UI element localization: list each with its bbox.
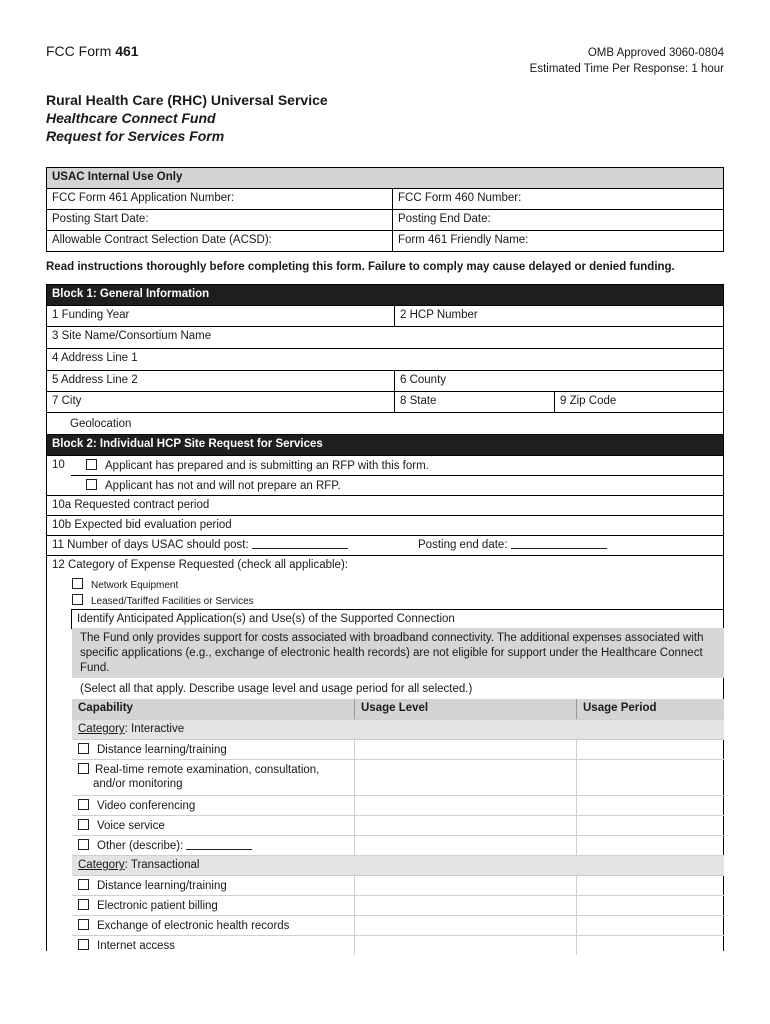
checkbox[interactable] — [78, 839, 89, 850]
checkbox[interactable] — [78, 919, 89, 930]
usage-level-cell[interactable] — [354, 876, 577, 895]
network-equipment-option[interactable] — [72, 578, 178, 591]
q12-label: 12 Category of Expense Requested (check all applicable): — [52, 559, 348, 571]
q11-row — [47, 535, 723, 555]
checkbox[interactable] — [78, 939, 89, 950]
days-posted-label: 11 Number of days USAC should post: — [52, 539, 249, 551]
capability-row — [72, 739, 724, 759]
leased-facilities-option[interactable] — [72, 594, 254, 607]
usage-period-cell[interactable] — [576, 916, 725, 935]
usage-level-cell[interactable] — [354, 916, 577, 935]
usage-level-cell[interactable] — [354, 836, 577, 855]
form-title — [46, 43, 139, 59]
checkbox[interactable] — [78, 899, 89, 910]
category-label: Category — [78, 723, 125, 735]
category-interactive: : Interactive — [124, 723, 185, 735]
identify-label: Identify Anticipated Application(s) and Use(s) of the Supported Connection — [77, 613, 455, 625]
capability-label: Distance learning/training — [97, 880, 227, 892]
capability-row — [72, 815, 724, 835]
address-line-2-field[interactable]: 5 Address Line 2 — [52, 374, 138, 386]
capability-label: Video conferencing — [97, 800, 196, 812]
checkbox[interactable] — [78, 743, 89, 754]
friendly-name-field[interactable]: Form 461 Friendly Name: — [392, 231, 723, 251]
q12-row — [47, 555, 723, 609]
title-line-1: Rural Health Care (RHC) Universal Service — [46, 92, 328, 108]
q10-option-2-label: Applicant has not and will not prepare an RFP. — [105, 480, 341, 492]
usage-level-cell[interactable] — [354, 796, 577, 815]
usac-header: USAC Internal Use Only — [52, 171, 183, 183]
title-line-3: Request for Services Form — [46, 128, 225, 144]
block1-table — [46, 284, 724, 436]
q10b-row — [47, 515, 723, 535]
capability-label: Exchange of electronic health records — [97, 920, 290, 932]
usage-period-cell[interactable] — [576, 836, 725, 855]
category-label: Category — [78, 859, 125, 871]
capability-label: Voice service — [97, 820, 165, 832]
usac-header-row — [47, 168, 723, 188]
checkbox[interactable] — [72, 594, 83, 605]
block2-header-row — [47, 435, 723, 455]
capability-row — [72, 759, 724, 795]
usage-period-cell[interactable] — [576, 740, 725, 759]
q10-option-1[interactable] — [81, 456, 723, 475]
omb-info — [530, 45, 724, 77]
days-posted-field[interactable] — [47, 536, 353, 555]
posting-end-field[interactable]: Posting End Date: — [392, 210, 723, 230]
capability-row — [72, 915, 724, 935]
capability-label: Internet access — [97, 940, 175, 952]
posting-end-date-field[interactable] — [413, 536, 612, 555]
block2-header: Block 2: Individual HCP Site Request for Services — [52, 438, 323, 450]
capability-row — [72, 795, 724, 815]
capability-row — [72, 875, 724, 895]
block1-row-4 — [47, 348, 723, 370]
posting-end-date-label: Posting end date: — [418, 539, 508, 551]
capability-row — [72, 835, 724, 855]
capability-grid — [72, 699, 724, 955]
block1-row-3 — [47, 326, 723, 348]
capability-header-row — [72, 699, 724, 719]
network-equipment-label: Network Equipment — [91, 580, 179, 591]
usage-period-cell[interactable] — [576, 816, 725, 835]
usage-period-cell[interactable] — [576, 876, 725, 895]
days-posted-blank[interactable] — [252, 548, 348, 549]
block1-header: Block 1: General Information — [52, 288, 210, 300]
checkbox[interactable] — [78, 763, 89, 774]
category-interactive-row — [72, 719, 724, 739]
usac-row-3 — [47, 230, 723, 251]
state-field[interactable]: 8 State — [394, 392, 554, 412]
block1-row-1 — [47, 305, 723, 326]
capability-label: Other (describe): — [97, 840, 184, 852]
site-name-field[interactable]: 3 Site Name/Consortium Name — [52, 330, 212, 342]
capability-row — [72, 935, 724, 955]
usac-row-2 — [47, 209, 723, 230]
bid-evaluation-period-field[interactable]: 10b Expected bid evaluation period — [52, 519, 232, 531]
usage-period-cell[interactable] — [576, 796, 725, 815]
checkbox[interactable] — [72, 578, 83, 589]
checkbox[interactable] — [86, 459, 97, 470]
usage-period-cell[interactable] — [576, 896, 725, 915]
capability-column-header: Capability — [78, 702, 133, 714]
checkbox[interactable] — [78, 819, 89, 830]
usage-level-cell[interactable] — [354, 760, 577, 795]
q10a-row — [47, 495, 723, 515]
form-number: 461 — [115, 43, 139, 59]
usage-period-column-header: Usage Period — [576, 699, 724, 719]
app-number-field[interactable]: FCC Form 461 Application Number: — [52, 192, 235, 204]
instructions-text: Read instructions thoroughly before completing this form. Failure to comply may cause delayed or denied funding. — [46, 261, 675, 273]
county-field[interactable]: 6 County — [394, 371, 723, 391]
capability-label: Electronic patient billing — [97, 900, 218, 912]
usage-level-cell[interactable] — [354, 740, 577, 759]
form-prefix: FCC Form — [46, 43, 112, 59]
identify-row — [71, 609, 723, 629]
fund-support-note: The Fund only provides support for costs associated with broadband connectivity. The additional expenses associated with specific applications (e.g., exchange of electronic health records) are not eligible for support under the Healthcare Connect Fund. — [72, 628, 724, 678]
funding-year-field[interactable]: 1 Funding Year — [52, 309, 130, 321]
q10-row-2 — [71, 475, 723, 495]
usage-level-cell[interactable] — [354, 896, 577, 915]
zip-code-field[interactable]: 9 Zip Code — [554, 392, 723, 412]
city-field[interactable]: 7 City — [52, 395, 82, 407]
select-all-instruction: (Select all that apply. Describe usage level and usage period for all selected.) — [80, 683, 473, 695]
usage-period-cell[interactable] — [576, 936, 725, 955]
q10-row-1 — [47, 455, 723, 475]
posting-end-date-blank[interactable] — [511, 548, 607, 549]
category-transactional-row — [72, 855, 724, 875]
usage-level-cell[interactable] — [354, 936, 577, 955]
form460-number-field[interactable]: FCC Form 460 Number: — [392, 189, 723, 209]
geolocation-field[interactable]: Geolocation — [70, 418, 132, 430]
usac-internal-table — [46, 167, 724, 252]
usage-period-cell[interactable] — [576, 760, 725, 795]
omb-approval: OMB Approved 3060-0804 — [587, 47, 724, 59]
capability-label: Real-time remote examination, consultation, and/or monitoring — [93, 764, 320, 790]
checkbox[interactable] — [86, 479, 97, 490]
q10-number: 10 — [52, 459, 65, 471]
q10-option-1-label: Applicant has prepared and is submitting an RFP with this form. — [105, 460, 429, 472]
leased-facilities-label: Leased/Tariffed Facilities or Services — [91, 596, 254, 607]
posting-start-field[interactable]: Posting Start Date: — [52, 213, 149, 225]
acsd-field[interactable]: Allowable Contract Selection Date (ACSD): — [52, 234, 272, 246]
page-title — [46, 91, 328, 145]
other-describe-blank[interactable] — [186, 849, 252, 850]
capability-label: Distance learning/training — [97, 744, 227, 756]
block1-row-5 — [47, 370, 723, 391]
requested-contract-period-field[interactable]: 10a Requested contract period — [52, 499, 210, 511]
address-line-1-field[interactable]: 4 Address Line 1 — [52, 352, 138, 364]
usac-row-1 — [47, 188, 723, 209]
capability-row — [72, 895, 724, 915]
category-transactional: : Transactional — [124, 859, 200, 871]
checkbox[interactable] — [78, 799, 89, 810]
block1-header-row — [47, 285, 723, 305]
usage-level-cell[interactable] — [354, 816, 577, 835]
block1-row-7 — [47, 391, 723, 412]
title-line-2: Healthcare Connect Fund — [46, 110, 216, 126]
estimated-time: Estimated Time Per Response: 1 hour — [529, 63, 724, 75]
usage-level-column-header: Usage Level — [354, 699, 576, 719]
q10-option-2[interactable] — [81, 476, 723, 495]
hcp-number-field[interactable]: 2 HCP Number — [394, 306, 723, 326]
checkbox[interactable] — [78, 879, 89, 890]
block1-row-geo — [47, 412, 723, 435]
